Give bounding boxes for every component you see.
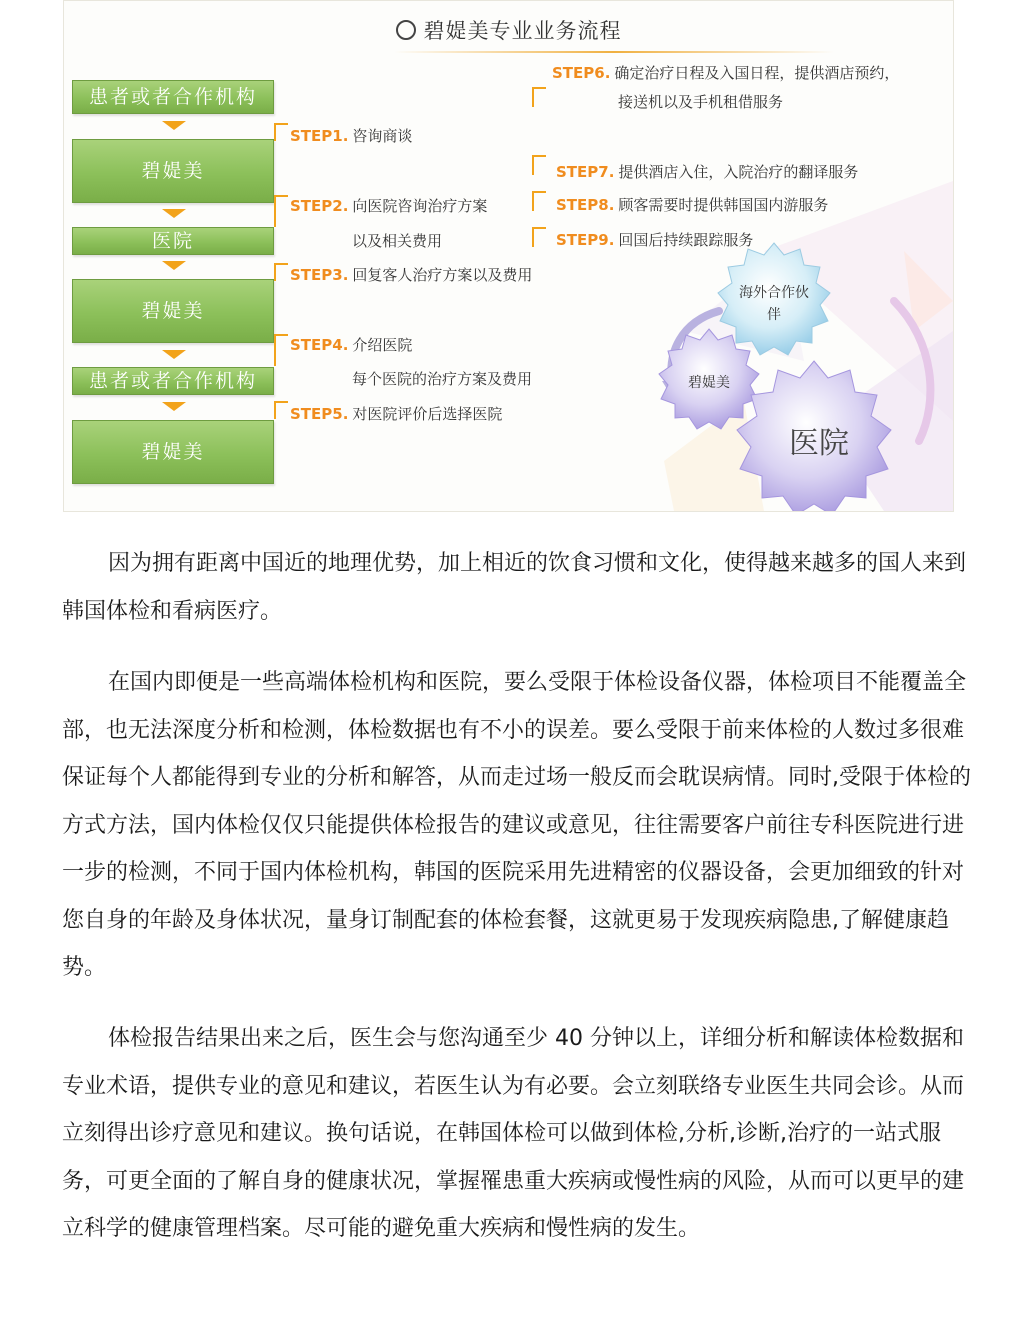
step-4-continued: 每个医院的治疗方案及费用 [352, 370, 533, 388]
step-8: STEP8. 顾客需要时提供韩国国内游服务 [556, 196, 829, 214]
step-5: STEP5. 对医院评价后选择医院 [290, 405, 503, 423]
step-2-continued: 以及相关费用 [352, 232, 443, 250]
step-bracket [274, 334, 288, 366]
step-9: STEP9. 回国后持续跟踪服务 [556, 231, 754, 249]
paragraph-3: 体检报告结果出来之后，医生会与您沟通至少 40 分钟以上，详细分析和解读体检数据和专业术语，提供专业的意见和建议，若医生认为有必要。会立刻联络专业医生共同会诊。从而立刻得出诊疗意见和建议。换句话说，在韩国体检可以做到体检,分析,诊断,治疗的一站式服务，可更全面的了解自身的健康状况，掌握罹患重大疾病或慢性病的风险，从而可以更早的建立科学的健康管理档案。尽可能的避免重大疾病和慢性病的发生。 [62, 1026, 965, 1241]
flow-box-patient: 患者或者合作机构 [72, 367, 274, 395]
down-arrow-icon [162, 261, 186, 270]
down-arrow-icon [162, 402, 186, 411]
flow-box-hospital: 医院 [72, 227, 274, 255]
flow-box-bitimei: 碧媞美 [72, 139, 274, 203]
step-bracket [274, 401, 288, 419]
step-bracket [532, 155, 546, 175]
flow-box-bitimei: 碧媞美 [72, 420, 274, 484]
paragraph-2: 在国内即便是一些高端体检机构和医院，要么受限于体检设备仪器，体检项目不能覆盖全部，也无法深度分析和检测，体检数据也有不小的误差。要么受限于前来体检的人数过多很难保证每个人都能得到专业的分析和解答，从而走过场一般反而会耽误病情。同时,受限于体检的方式方法，国内体检仅仅只能提供体检报告的建议或意见，往往需要客户前往专科医院进行进一步的检测，不同于国内体检机构，韩国的医院采用先进精密的仪器设备，会更加细致的针对您自身的年龄及身体状况，量身订制配套的体检套餐，这就更易于发现疾病隐患,了解健康趋势。 [62, 670, 971, 980]
step-bracket [274, 195, 288, 227]
down-arrow-icon [162, 350, 186, 359]
step-6-continued: 接送机以及手机租借服务 [618, 93, 784, 111]
business-flow-figure [63, 0, 954, 512]
down-arrow-icon [162, 121, 186, 130]
step-7: STEP7. 提供酒店入住，入院治疗的翻译服务 [556, 163, 859, 181]
gear-label-hospital: 医院 [789, 426, 849, 461]
step-bracket [274, 263, 288, 281]
flow-box-patient: 患者或者合作机构 [72, 80, 274, 114]
title-underline [394, 51, 834, 53]
step-bracket [532, 191, 546, 211]
circle-icon [396, 20, 416, 40]
gear-label-partner: 海外合作伙伴 [739, 285, 809, 323]
step-4: STEP4. 介绍医院 [290, 336, 413, 354]
step-bracket [532, 87, 546, 107]
step-3: STEP3. 回复客人治疗方案以及费用 [290, 266, 533, 284]
step-bracket [532, 227, 546, 247]
paragraph-1: 因为拥有距离中国近的地理优势，加上相近的饮食习惯和文化，使得越来越多的国人来到韩国体检和看病医疗。 [62, 551, 967, 624]
flow-box-bitimei: 碧媞美 [72, 279, 274, 343]
figure-title: 碧媞美专业业务流程 [64, 15, 953, 45]
step-2: STEP2. 向医院咨询治疗方案 [290, 197, 488, 215]
step-6: STEP6. 确定治疗日程及入国日程，提供酒店预约， [552, 64, 900, 82]
gear-label-bitimei: 碧媞美 [688, 375, 730, 391]
step-1: STEP1. 咨询商谈 [290, 127, 413, 145]
down-arrow-icon [162, 209, 186, 218]
step-bracket [274, 123, 288, 141]
